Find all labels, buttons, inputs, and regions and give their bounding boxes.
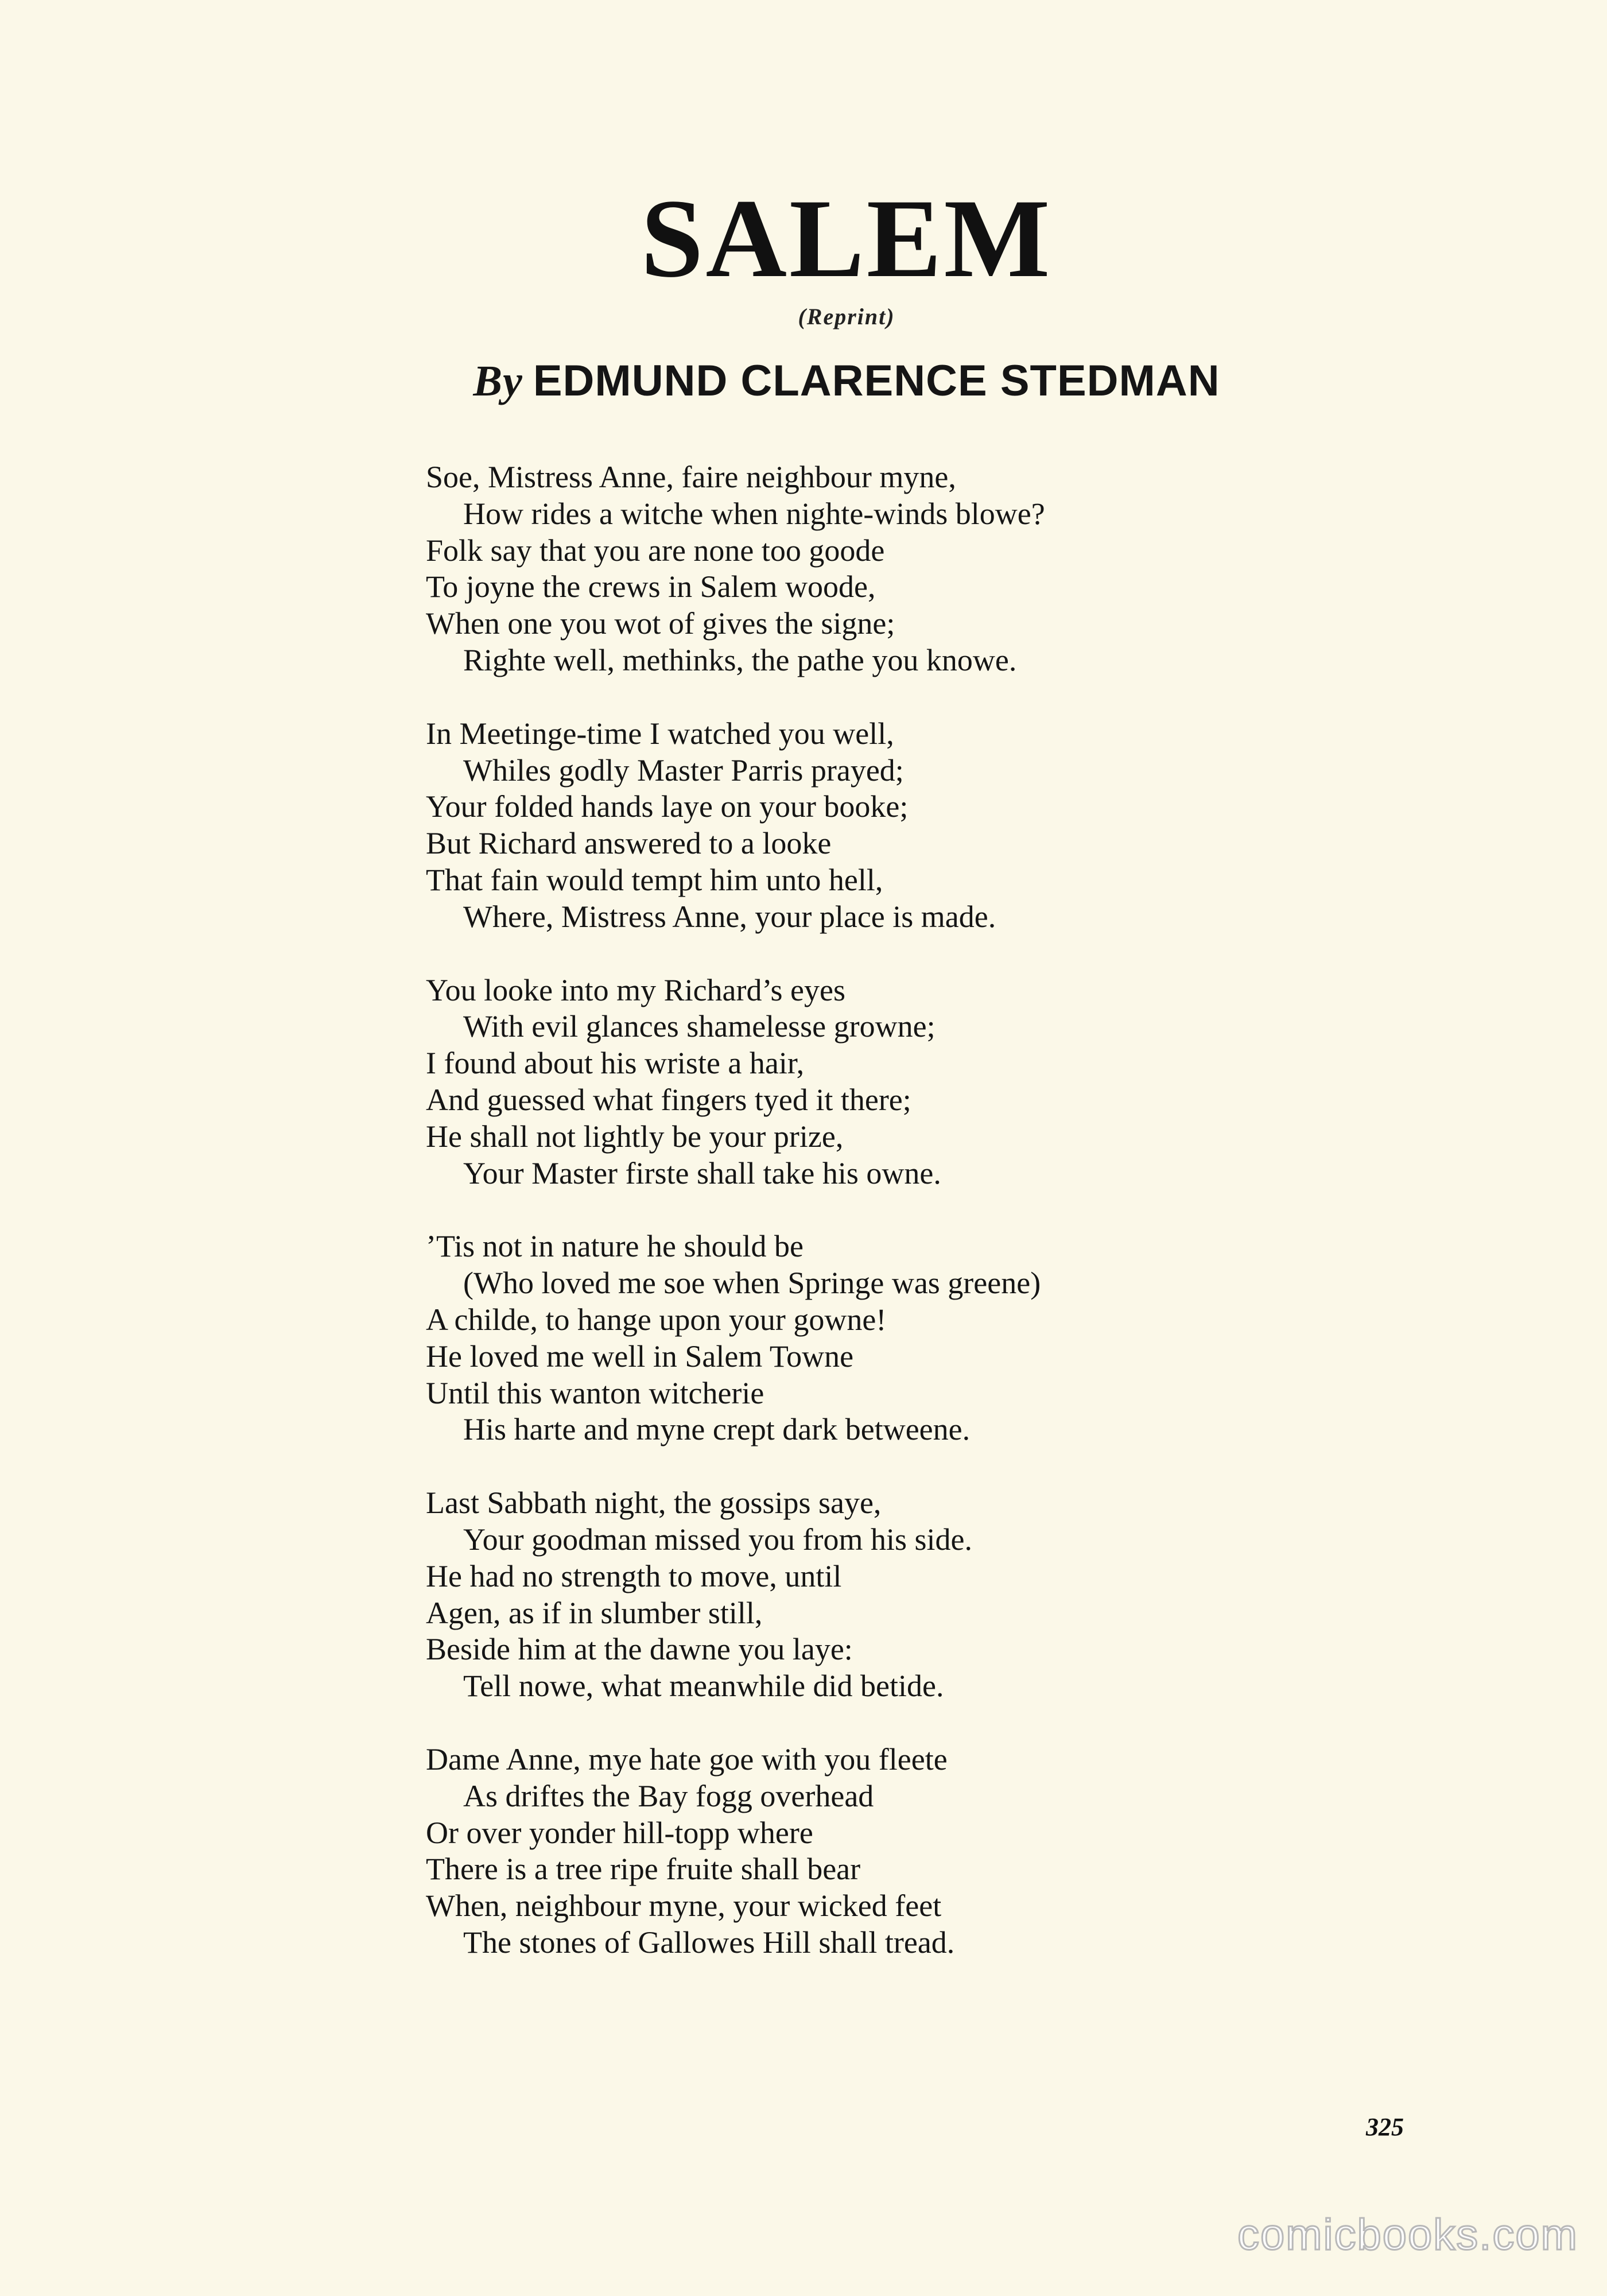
- poem-line: He loved me well in Salem Towne: [426, 1339, 854, 1374]
- poem-line: I found about his wriste a hair,: [426, 1046, 805, 1081]
- poem-line: Or over yonder hill-topp where: [426, 1815, 813, 1850]
- poem-stanza: [426, 1742, 1287, 1961]
- poem-line: As driftes the Bay fogg overhead: [463, 1778, 874, 1813]
- poem-line: Soe, Mistress Anne, faire neighbour myne,: [426, 460, 956, 494]
- poem-line: Until this wanton witcherie: [426, 1375, 764, 1410]
- poem-line: Your goodman missed you from his side.: [463, 1522, 973, 1557]
- poem-title: SALEM: [641, 176, 1053, 301]
- poem-line: He shall not lightly be your prize,: [426, 1119, 844, 1154]
- byline: [0, 356, 1607, 406]
- byline-prefix: By: [473, 357, 523, 405]
- poem-line: Where, Mistress Anne, your place is made.: [463, 899, 996, 934]
- poem-stanza: [426, 459, 1287, 679]
- watermark: comicbooks.com: [1237, 2210, 1578, 2259]
- poem-stanza: [426, 1228, 1287, 1448]
- author-name: EDMUND CLARENCE STEDMAN: [533, 356, 1220, 405]
- poem-line: Your folded hands laye on your booke;: [426, 789, 909, 824]
- poem-stanza: [426, 1485, 1287, 1705]
- poem-stanza: [426, 716, 1287, 936]
- poem-line: Dame Anne, mye hate goe with you fleete: [426, 1742, 948, 1777]
- poem-body: [426, 459, 1287, 1998]
- poem-line: The stones of Gallowes Hill shall tread.: [463, 1925, 955, 1960]
- page-number: 325: [1366, 2113, 1404, 2141]
- poem-line: Folk say that you are none too goode: [426, 533, 885, 568]
- poem-line: You looke into my Richard’s eyes: [426, 972, 845, 1007]
- poem-stanza: [426, 972, 1287, 1192]
- poem-line: When one you wot of gives the signe;: [426, 606, 895, 641]
- poem-subtitle: (Reprint): [798, 304, 895, 329]
- poem-line: When, neighbour myne, your wicked feet: [426, 1888, 942, 1923]
- poem-line: Righte well, methinks, the pathe you knowe.: [463, 642, 1017, 677]
- poem-line: Your Master firste shall take his owne.: [463, 1155, 941, 1190]
- poem-line: There is a tree ripe fruite shall bear: [426, 1852, 861, 1887]
- poem-line: Beside him at the dawne you laye:: [426, 1632, 853, 1667]
- poem-line: His harte and myne crept dark betweene.: [463, 1412, 971, 1447]
- poem-line: ’Tis not in nature he should be: [426, 1229, 804, 1264]
- poem-line: And guessed what fingers tyed it there;: [426, 1082, 911, 1117]
- poem-line: But Richard answered to a looke: [426, 826, 832, 861]
- poem-line: To joyne the crews in Salem woode,: [426, 569, 876, 604]
- poem-line: With evil glances shamelesse growne;: [463, 1009, 936, 1044]
- poem-line: That fain would tempt him unto hell,: [426, 862, 883, 897]
- poem-line: How rides a witche when nighte-winds blowe?: [463, 496, 1045, 531]
- poem-line: He had no strength to move, until: [426, 1558, 842, 1593]
- poem-line: (Who loved me soe when Springe was greene): [463, 1266, 1041, 1301]
- poem-line: Last Sabbath night, the gossips saye,: [426, 1486, 882, 1521]
- poem-line: In Meetinge-time I watched you well,: [426, 716, 894, 751]
- poem-line: Agen, as if in slumber still,: [426, 1595, 763, 1630]
- poem-line: A childe, to hange upon your gowne!: [426, 1302, 887, 1337]
- poem-line: Whiles godly Master Parris prayed;: [463, 753, 904, 788]
- poem-line: Tell nowe, what meanwhile did betide.: [463, 1669, 944, 1704]
